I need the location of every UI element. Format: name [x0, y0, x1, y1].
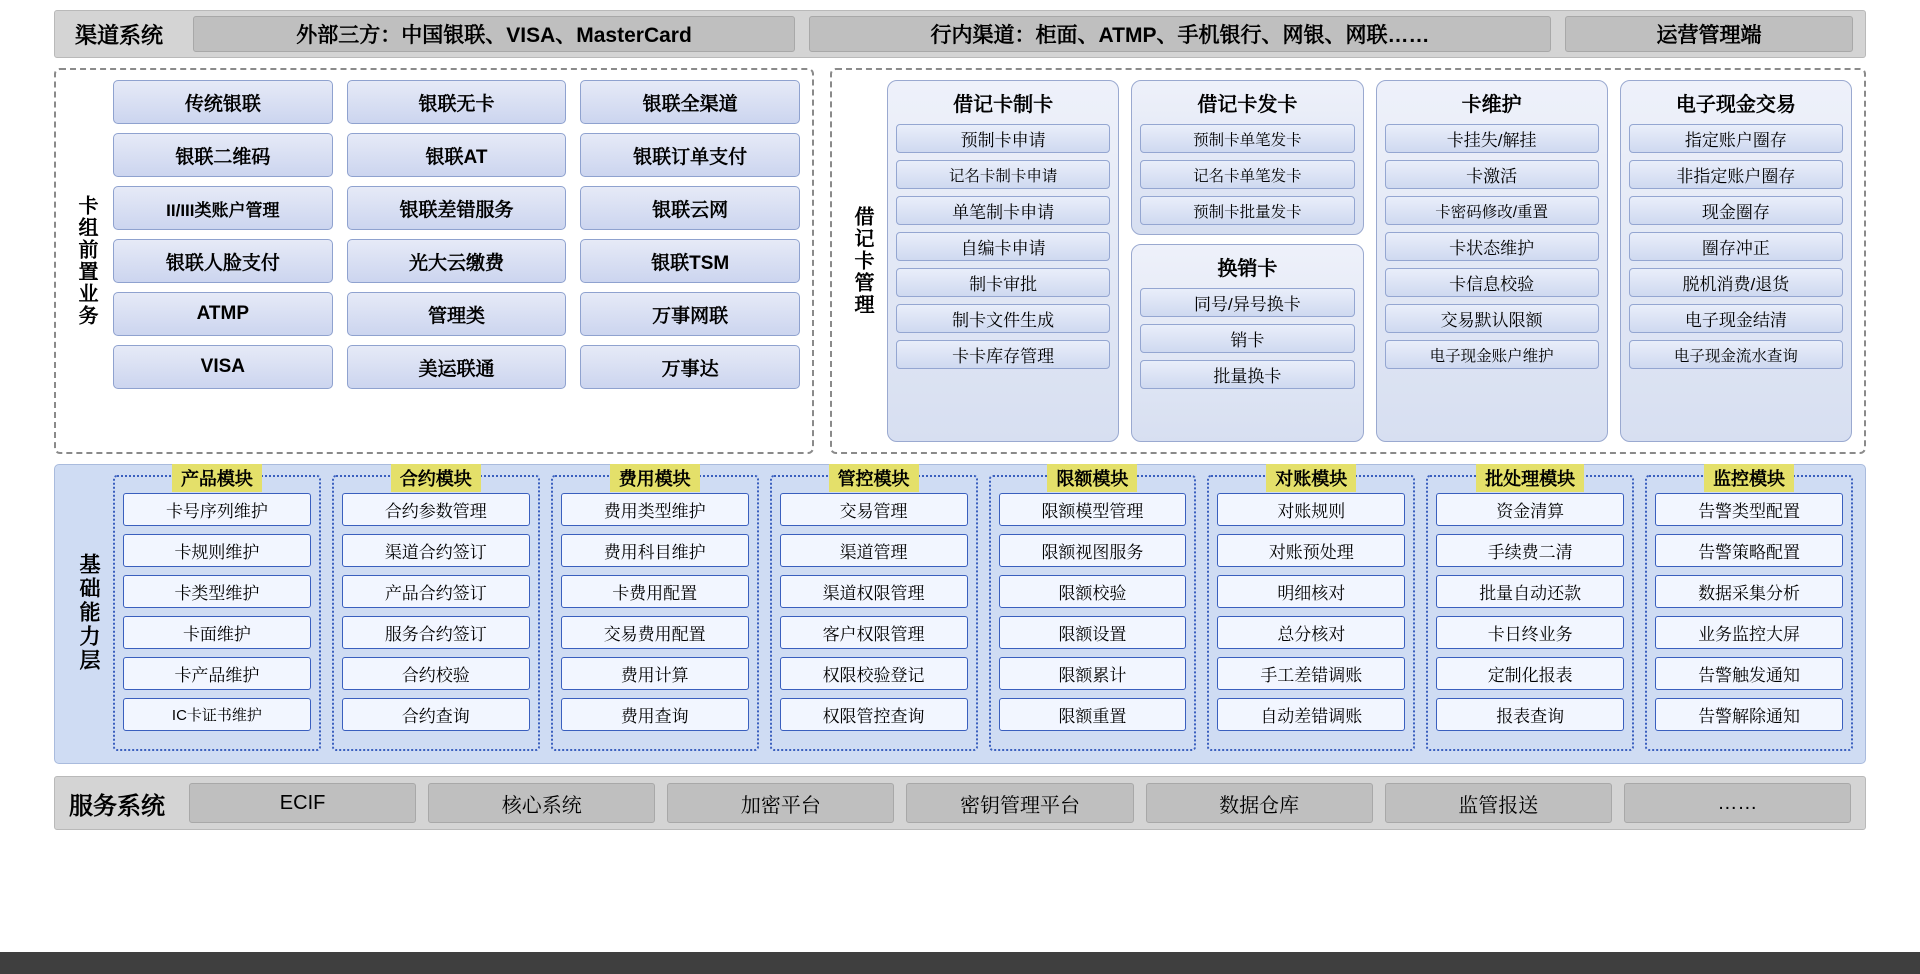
module-item[interactable]: 告警解除通知 [1655, 698, 1843, 731]
card-org-item[interactable]: ATMP [113, 292, 333, 336]
group-item[interactable]: 卡激活 [1385, 160, 1599, 189]
group-item[interactable]: 现金圈存 [1629, 196, 1843, 225]
debit-card-column [1131, 80, 1363, 442]
middle-row [54, 68, 1866, 454]
group-card-production [887, 80, 1119, 442]
module-title: 批处理模块 [1476, 464, 1584, 492]
module-item[interactable]: 报表查询 [1436, 698, 1624, 731]
module-item[interactable]: 告警类型配置 [1655, 493, 1843, 526]
card-org-panel-label: 卡组前置业务 [75, 195, 97, 327]
module-product [113, 469, 321, 751]
module-contract [332, 469, 540, 751]
module-item[interactable]: 业务监控大屏 [1655, 616, 1843, 649]
group-item[interactable]: 批量换卡 [1140, 360, 1354, 389]
group-items [1140, 124, 1354, 225]
module-item[interactable]: 限额模型管理 [999, 493, 1187, 526]
base-capability-layer [54, 464, 1866, 764]
module-item[interactable]: 产品合约签订 [342, 575, 530, 608]
module-title: 限额模块 [1047, 464, 1137, 492]
module-item[interactable]: 限额设置 [999, 616, 1187, 649]
group-item[interactable]: 卡状态维护 [1385, 232, 1599, 261]
group-card-exchange-cancel [1131, 244, 1363, 442]
module-item[interactable]: 卡类型维护 [123, 575, 311, 608]
card-org-item[interactable]: 银联差错服务 [347, 186, 567, 230]
card-org-item[interactable]: 管理类 [347, 292, 567, 336]
module-item[interactable]: 交易费用配置 [561, 616, 749, 649]
group-item[interactable]: 预制卡单笔发卡 [1140, 124, 1354, 153]
group-title: 电子现金交易 [1675, 94, 1796, 116]
service-item-key-management[interactable]: 密钥管理平台 [906, 783, 1133, 823]
card-org-item[interactable]: 银联全渠道 [580, 80, 800, 124]
module-item[interactable]: 费用科目维护 [561, 534, 749, 567]
group-card-issuing [1131, 80, 1363, 235]
module-item[interactable]: 渠道合约签订 [342, 534, 530, 567]
module-item[interactable]: 合约校验 [342, 657, 530, 690]
group-item[interactable]: 卡卡库存管理 [896, 340, 1110, 369]
channel-operation-management[interactable]: 运营管理端 [1565, 16, 1853, 52]
module-title: 对账模块 [1266, 464, 1356, 492]
module-item[interactable]: 渠道权限管理 [780, 575, 968, 608]
group-item[interactable]: 记名卡单笔发卡 [1140, 160, 1354, 189]
module-item[interactable]: 合约参数管理 [342, 493, 530, 526]
module-item[interactable]: 交易管理 [780, 493, 968, 526]
group-item[interactable]: 预制卡批量发卡 [1140, 196, 1354, 225]
group-items [1629, 124, 1843, 432]
module-item[interactable]: 限额校验 [999, 575, 1187, 608]
debit-card-panel-label: 借记卡管理 [851, 206, 873, 316]
module-title: 管控模块 [829, 464, 919, 492]
module-item[interactable]: 自动差错调账 [1217, 698, 1405, 731]
service-system-title: 服务系统 [69, 792, 165, 820]
group-item[interactable]: 预制卡申请 [896, 124, 1110, 153]
module-item[interactable]: 卡号序列维护 [123, 493, 311, 526]
group-item[interactable]: 销卡 [1140, 324, 1354, 353]
group-title: 换销卡 [1217, 258, 1278, 280]
debit-card-groups [881, 80, 1852, 442]
module-item[interactable]: 费用类型维护 [561, 493, 749, 526]
module-limit [989, 469, 1197, 751]
group-item[interactable]: 交易默认限额 [1385, 304, 1599, 333]
module-item[interactable]: 定制化报表 [1436, 657, 1624, 690]
service-item-more[interactable]: …… [1624, 783, 1851, 823]
channel-internal[interactable]: 行内渠道：柜面、ATMP、手机银行、网银、网联…… [809, 16, 1551, 52]
module-item[interactable]: 限额视图服务 [999, 534, 1187, 567]
card-org-item[interactable]: 传统银联 [113, 80, 333, 124]
module-title: 监控模块 [1704, 464, 1794, 492]
module-reconciliation [1207, 469, 1415, 751]
module-item[interactable]: 客户权限管理 [780, 616, 968, 649]
service-item-core-system[interactable]: 核心系统 [428, 783, 655, 823]
group-ecash-transaction [1620, 80, 1852, 442]
group-item[interactable]: 自编卡申请 [896, 232, 1110, 261]
module-item[interactable]: 对账规则 [1217, 493, 1405, 526]
service-item-data-warehouse[interactable]: 数据仓库 [1146, 783, 1373, 823]
group-card-maintenance [1376, 80, 1608, 442]
module-monitoring [1645, 469, 1853, 751]
channel-system-title: 渠道系统 [75, 22, 164, 48]
module-item[interactable]: 费用查询 [561, 698, 749, 731]
module-item[interactable]: 告警触发通知 [1655, 657, 1843, 690]
module-control [770, 469, 978, 751]
module-item[interactable]: 数据采集分析 [1655, 575, 1843, 608]
group-title: 借记卡发卡 [1197, 94, 1298, 116]
module-item[interactable]: 渠道管理 [780, 534, 968, 567]
module-item[interactable]: IC卡证书维护 [123, 698, 311, 731]
card-org-item[interactable]: 美运联通 [347, 345, 567, 389]
module-item[interactable]: 告警策略配置 [1655, 534, 1843, 567]
group-item[interactable]: 电子现金结清 [1629, 304, 1843, 333]
module-item[interactable]: 限额累计 [999, 657, 1187, 690]
module-fee [551, 469, 759, 751]
group-items [896, 124, 1110, 432]
module-title: 合约模块 [391, 464, 481, 492]
group-items [1140, 288, 1354, 432]
group-title: 借记卡制卡 [953, 94, 1054, 116]
group-item[interactable]: 卡信息校验 [1385, 268, 1599, 297]
module-item[interactable]: 总分核对 [1217, 616, 1405, 649]
module-batch [1426, 469, 1634, 751]
module-item[interactable]: 资金清算 [1436, 493, 1624, 526]
group-item[interactable]: 脱机消费/退货 [1629, 268, 1843, 297]
module-item[interactable]: 合约查询 [342, 698, 530, 731]
module-item[interactable]: 服务合约签订 [342, 616, 530, 649]
group-item[interactable]: 卡密码修改/重置 [1385, 196, 1599, 225]
card-org-item[interactable]: 银联订单支付 [580, 133, 800, 177]
group-item[interactable]: 非指定账户圈存 [1629, 160, 1843, 189]
card-org-panel [54, 68, 814, 454]
service-item-ecif[interactable]: ECIF [189, 783, 416, 823]
base-layer-label: 基础能力层 [77, 553, 100, 673]
group-item[interactable]: 电子现金流水查询 [1629, 340, 1843, 369]
debit-card-column [1620, 80, 1852, 442]
debit-card-column [887, 80, 1119, 442]
debit-card-panel [830, 68, 1866, 454]
card-org-item[interactable]: 光大云缴费 [347, 239, 567, 283]
group-item[interactable]: 制卡审批 [896, 268, 1110, 297]
module-item[interactable]: 卡费用配置 [561, 575, 749, 608]
module-item[interactable]: 权限管控查询 [780, 698, 968, 731]
card-org-item[interactable]: 银联TSM [580, 239, 800, 283]
group-item[interactable]: 卡挂失/解挂 [1385, 124, 1599, 153]
group-title: 卡维护 [1461, 94, 1522, 116]
module-item[interactable]: 对账预处理 [1217, 534, 1405, 567]
channel-external-third-party[interactable]: 外部三方：中国银联、VISA、MasterCard [193, 16, 795, 52]
group-items [1385, 124, 1599, 432]
group-item[interactable]: 指定账户圈存 [1629, 124, 1843, 153]
group-item[interactable]: 单笔制卡申请 [896, 196, 1110, 225]
base-layer-modules [113, 469, 1853, 751]
module-item[interactable]: 费用计算 [561, 657, 749, 690]
module-item[interactable]: 手工差错调账 [1217, 657, 1405, 690]
card-org-item[interactable]: II/III类账户管理 [113, 186, 333, 230]
card-org-item[interactable]: 银联云网 [580, 186, 800, 230]
group-item[interactable]: 记名卡制卡申请 [896, 160, 1110, 189]
card-org-item[interactable]: VISA [113, 345, 333, 389]
channel-system-bar [54, 10, 1866, 58]
group-item[interactable]: 电子现金账户维护 [1385, 340, 1599, 369]
module-item[interactable]: 明细核对 [1217, 575, 1405, 608]
card-org-item[interactable]: 银联人脸支付 [113, 239, 333, 283]
module-item[interactable]: 卡日终业务 [1436, 616, 1624, 649]
card-org-item[interactable]: 万事达 [580, 345, 800, 389]
debit-card-column [1376, 80, 1608, 442]
module-item[interactable]: 卡产品维护 [123, 657, 311, 690]
card-org-grid [105, 80, 800, 442]
group-item[interactable]: 制卡文件生成 [896, 304, 1110, 333]
service-item-encryption-platform[interactable]: 加密平台 [667, 783, 894, 823]
module-item[interactable]: 批量自动还款 [1436, 575, 1624, 608]
card-org-item[interactable]: 万事网联 [580, 292, 800, 336]
card-org-item[interactable]: 银联二维码 [113, 133, 333, 177]
module-item[interactable]: 限额重置 [999, 698, 1187, 731]
module-item[interactable]: 卡规则维护 [123, 534, 311, 567]
module-item[interactable]: 权限校验登记 [780, 657, 968, 690]
service-item-regulatory-report[interactable]: 监管报送 [1385, 783, 1612, 823]
service-system-bar [54, 776, 1866, 830]
card-org-item[interactable]: 银联无卡 [347, 80, 567, 124]
group-item[interactable]: 圈存冲正 [1629, 232, 1843, 261]
card-org-item[interactable]: 银联AT [347, 133, 567, 177]
module-item[interactable]: 卡面维护 [123, 616, 311, 649]
module-title: 费用模块 [610, 464, 700, 492]
bottom-strip [0, 952, 1920, 974]
module-title: 产品模块 [172, 464, 262, 492]
group-item[interactable]: 同号/异号换卡 [1140, 288, 1354, 317]
module-item[interactable]: 手续费二清 [1436, 534, 1624, 567]
